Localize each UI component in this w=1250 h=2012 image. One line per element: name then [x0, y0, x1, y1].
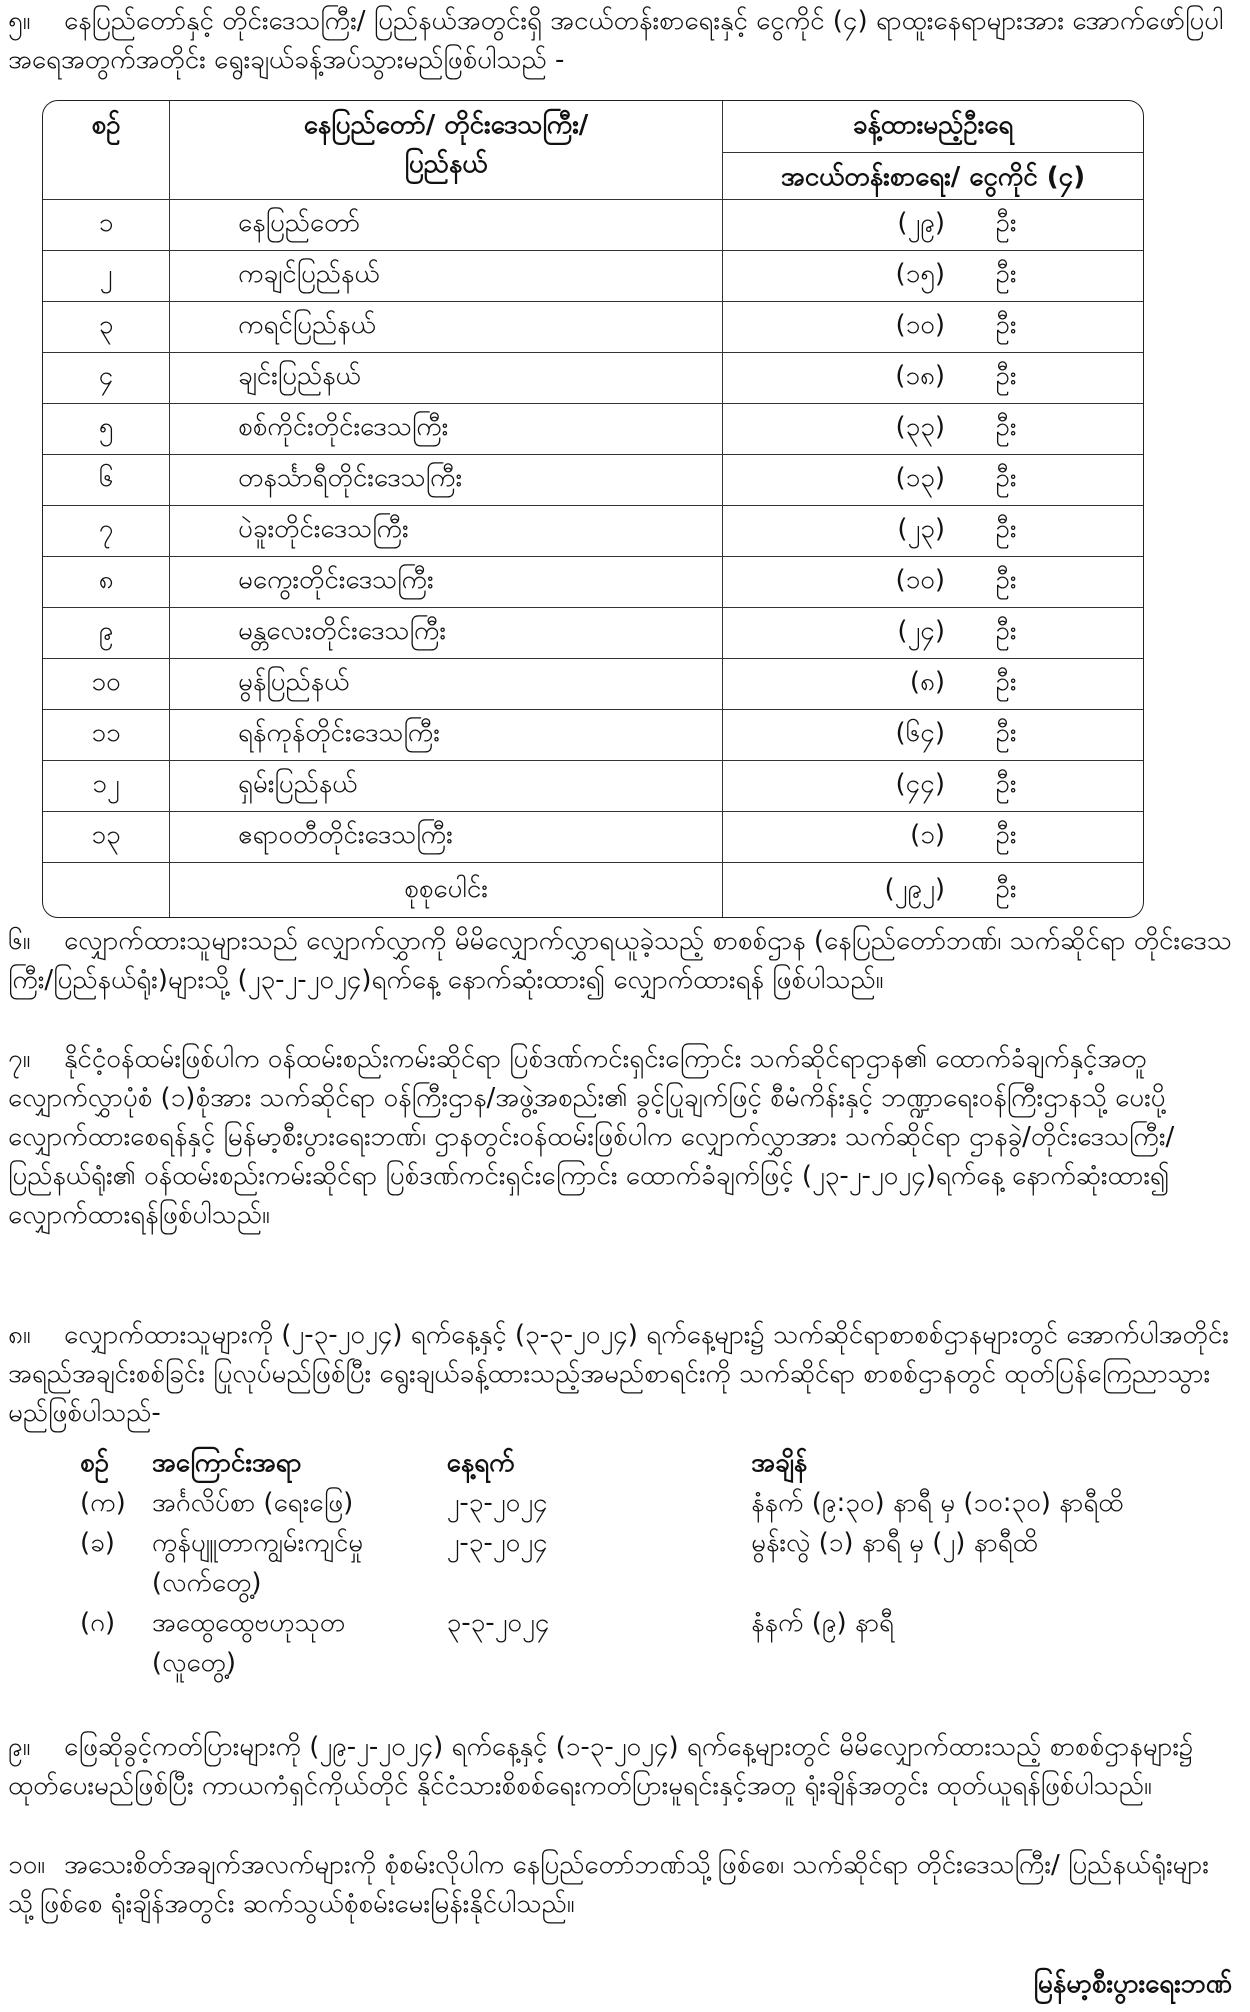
- paragraph-number: ၆။: [8, 926, 31, 956]
- row-region: ကချင်ပြည်နယ်: [170, 250, 723, 301]
- row-no: ၁၀: [43, 658, 170, 709]
- row-count: (၃၃): [895, 412, 945, 443]
- row-region: နေပြည်တော်: [170, 199, 723, 250]
- row-unit: ဦး: [995, 361, 1017, 392]
- row-count-cell: [723, 505, 1144, 556]
- row-count: (၂၄): [897, 616, 945, 647]
- row-count-cell: [723, 709, 1144, 760]
- row-no: ၁၃: [43, 811, 170, 862]
- schedule-subject-line2: (လူတွေ့): [151, 1648, 237, 1678]
- total-row: [43, 863, 1143, 918]
- paragraph-number: ၇။: [8, 1044, 31, 1074]
- schedule-header-subject: အကြောင်းအရာ: [151, 1448, 302, 1478]
- row-no: ၇: [43, 505, 170, 556]
- row-unit: ဦး: [995, 616, 1017, 647]
- row-region: စစ်ကိုင်းတိုင်းဒေသကြီး: [170, 403, 723, 454]
- row-region: ချင်းပြည်နယ်: [170, 352, 723, 403]
- row-no: ၃: [43, 301, 170, 352]
- table-row: [43, 454, 1143, 505]
- row-count: (၁): [910, 820, 945, 851]
- paragraph-text: နေပြည်တော်နှင့် တိုင်းဒေသကြီး/ ပြည်နယ်အတွင်းရှိ အငယ်တန်းစာရေးနှင့် ငွေကိုင် (၄) ရာထူးနေရာများအား အောက်ဖော်ပြပါ အရေအတွက်အတိုင်း ရွေးချယ်ခန့်အပ်သွားမည်ဖြစ်ပါသည် -: [8, 6, 1224, 75]
- row-count: (၈): [909, 667, 945, 698]
- paragraph-number: ၁၀။: [8, 1850, 46, 1880]
- paragraph-text: ဖြေဆိုခွင့်ကတ်ပြားများကို (၂၉-၂-၂၀၂၄) ရက်နေ့နှင့် (၁-၃-၂၀၂၄) ရက်နေ့များတွင် မိမိလျှောက်ထားသည့် စာစစ်ဌာနများ၌ ထုတ်ပေးမည်ဖြစ်ပြီး ကာယကံရှင်ကိုယ်တိုင် နိုင်ငံသားစိစစ်ရေးကတ်ပြားမူရင်းနှင့်အတူ ရုံးချိန်အတွင်း ထုတ်ယူရန်ဖြစ်ပါသည်။: [8, 1732, 1194, 1801]
- table-row: [43, 658, 1143, 709]
- row-count-cell: [723, 556, 1144, 607]
- row-count: (၁၈): [895, 361, 945, 392]
- schedule-subject-line2: (လက်တွေ့): [151, 1568, 262, 1598]
- header-region: [170, 101, 723, 199]
- schedule-subject: [152, 1603, 447, 1683]
- row-unit: ဦး: [995, 667, 1017, 698]
- schedule-row: [80, 1603, 1250, 1683]
- row-region: တနင်္သာရီတိုင်းဒေသကြီး: [170, 454, 723, 505]
- table-row: [43, 403, 1143, 454]
- table-row: [43, 760, 1143, 811]
- allocation-table: [42, 100, 1144, 918]
- table-row: [43, 556, 1143, 607]
- exam-schedule: [80, 1443, 1250, 1683]
- schedule-date: ၂-၃-၂၀၂၄: [446, 1528, 548, 1558]
- row-no: ၄: [43, 352, 170, 403]
- schedule-no: (ခ): [80, 1528, 115, 1558]
- row-region: ရှမ်းပြည်နယ်: [170, 760, 723, 811]
- schedule-time: နံနက် (၉:၃၀) နာရီ မှ (၁၀:၃၀) နာရီထိ: [751, 1488, 1124, 1518]
- schedule-subject: [152, 1483, 447, 1523]
- paragraph-text: အသေးစိတ်အချက်အလက်များကို စုံစမ်းလိုပါက နေပြည်တော်ဘဏ်သို့ဖြစ်စေ၊ သက်ဆိုင်ရာ တိုင်းဒေသကြီး/ ပြည်နယ်ရုံးများသို့ဖြစ်စေ ရုံးချိန်အတွင်း ဆက်သွယ်စုံစမ်းမေးမြန်းနိုင်ပါသည်။: [8, 1850, 1209, 1919]
- paragraph-7: [8, 1040, 1240, 1235]
- row-region: မွန်ပြည်နယ်: [170, 658, 723, 709]
- schedule-date: ၂-၃-၂၀၂၄: [446, 1488, 548, 1518]
- row-count: (၂၉): [897, 208, 945, 239]
- row-count: (၂၃): [897, 514, 945, 545]
- row-count-cell: [723, 250, 1144, 301]
- schedule-date: ၃-၃-၂၀၂၄: [446, 1608, 550, 1638]
- row-count-cell: [723, 301, 1144, 352]
- row-unit: ဦး: [995, 208, 1017, 239]
- paragraph-number: ၅။: [8, 6, 31, 36]
- row-unit: ဦး: [995, 565, 1017, 596]
- row-count-cell: [723, 658, 1144, 709]
- paragraph-number: ၈။: [8, 1320, 31, 1350]
- row-count-cell: [723, 811, 1144, 862]
- row-unit: ဦး: [995, 718, 1017, 749]
- paragraph-10: [8, 1846, 1240, 1924]
- row-unit: ဦး: [995, 769, 1017, 800]
- header-region-line1: နေပြည်တော်/ တိုင်းဒေသကြီး/: [303, 110, 589, 140]
- table-row: [43, 250, 1143, 301]
- table-row: [43, 607, 1143, 658]
- row-region: မန္တလေးတိုင်းဒေသကြီး: [170, 607, 723, 658]
- total-count: (၂၉၂): [884, 873, 945, 904]
- row-count: (၁၀): [895, 565, 945, 596]
- row-no: ၆: [43, 454, 170, 505]
- row-unit: ဦး: [995, 463, 1017, 494]
- row-unit: ဦး: [995, 820, 1017, 851]
- paragraph-6: [8, 922, 1240, 1000]
- schedule-time: နံနက် (၉) နာရီ: [751, 1608, 894, 1638]
- row-count: (၁၅): [895, 259, 945, 290]
- row-count: (၄၄): [895, 769, 945, 800]
- row-count: (၆၄): [895, 718, 945, 749]
- table-row: [43, 352, 1143, 403]
- row-unit: ဦး: [995, 310, 1017, 341]
- paragraph-text: လျှောက်ထားသူများသည် လျှောက်လွှာကို မိမိလျှောက်လွှာရယူခဲ့သည့် စာစစ်ဌာန (နေပြည်တော်ဘဏ်၊ သက်ဆိုင်ရာ တိုင်းဒေသကြီး/ပြည်နယ်ရုံး)များသို့ (၂၃-၂-၂၀၂၄)ရက်နေ့ နောက်ဆုံးထား၍ လျှောက်ထားရန် ဖြစ်ပါသည်။: [8, 926, 1232, 995]
- schedule-header-time: အချိန်: [751, 1448, 808, 1478]
- schedule-row: [80, 1483, 1250, 1523]
- schedule-header: [80, 1443, 1250, 1483]
- schedule-subject-line1: ကွန်ပျူတာကျွမ်းကျင်မှု: [151, 1528, 364, 1558]
- row-count: (၁၃): [895, 463, 945, 494]
- schedule-time: မွန်းလွဲ (၁) နာရီ မှ (၂) နာရီထိ: [751, 1528, 1038, 1558]
- schedule-header-date: နေ့ရက်: [446, 1448, 515, 1478]
- paragraph-text: လျှောက်ထားသူများကို (၂-၃-၂၀၂၄) ရက်နေ့နှင့် (၃-၃-၂၀၂၄) ရက်နေ့များ၌ သက်ဆိုင်ရာစာစစ်ဌာနများတွင် အောက်ပါအတိုင်း အရည်အချင်းစစ်ခြင်း ပြုလုပ်မည်ဖြစ်ပြီး ရွေးချယ်ခန့်ထားသည့်အမည်စာရင်းကို သက်ဆိုင်ရာ စာစစ်ဌာနတွင် ထုတ်ပြန်ကြေညာသွားမည်ဖြစ်ပါသည်-: [8, 1320, 1229, 1428]
- row-unit: ဦး: [995, 514, 1017, 545]
- table-row: [43, 199, 1143, 250]
- row-unit: ဦး: [995, 412, 1017, 443]
- table-row: [43, 709, 1143, 760]
- row-count-cell: [723, 352, 1144, 403]
- header-count-line1: ခန့်ထားမည့်ဦးရေ: [852, 110, 1014, 140]
- row-no: ၅: [43, 403, 170, 454]
- schedule-no: (ဂ): [80, 1608, 116, 1638]
- row-no: ၉: [43, 607, 170, 658]
- schedule-subject: [152, 1523, 447, 1603]
- row-no: ၁: [43, 199, 170, 250]
- schedule-subject-line1: အထွေထွေဗဟုသုတ: [151, 1608, 346, 1638]
- row-no: ၂: [43, 250, 170, 301]
- row-count-cell: [723, 199, 1144, 250]
- header-no: စဉ်: [43, 101, 170, 199]
- paragraph-5: [8, 2, 1240, 80]
- row-region: ကရင်ပြည်နယ်: [170, 301, 723, 352]
- schedule-subject-line1: အင်္ဂလိပ်စာ (ရေးဖြေ): [151, 1488, 354, 1518]
- paragraph-9: [8, 1728, 1240, 1806]
- table-row: [43, 811, 1143, 862]
- paragraph-text: နိုင်ငံ့ဝန်ထမ်းဖြစ်ပါက ဝန်ထမ်းစည်းကမ်းဆိုင်ရာ ပြစ်ဒဏ်ကင်းရှင်းကြောင်း သက်ဆိုင်ရာဌာန၏ ထောက်ခံချက်နှင့်အတူ လျှောက်လွှာပုံစံ (၁)စုံအား သက်ဆိုင်ရာ ဝန်ကြီးဌာန/အဖွဲ့အစည်း၏ ခွင့်ပြုချက်ဖြင့် စီမံကိန်းနှင့် ဘဏ္ဍာရေးဝန်ကြီးဌာနသို့ ပေးပို့လျှောက်ထားစေရန်နှင့် မြန်မာ့စီးပွားရေးဘဏ်၊ ဌာနတွင်းဝန်ထမ်းဖြစ်ပါက လျှောက်လွှာအား သက်ဆိုင်ရာ ဌာနခွဲ/တိုင်းဒေသကြီး/ပြည်နယ်ရုံး၏ ဝန်ထမ်းစည်းကမ်းဆိုင်ရာ ပြစ်ဒဏ်ကင်းရှင်းကြောင်း ထောက်ခံချက်ဖြင့် (၂၃-၂-၂၀၂၄)ရက်နေ့ နောက်ဆုံးထား၍ လျှောက်ထားရန်ဖြစ်ပါသည်။: [8, 1044, 1175, 1230]
- schedule-row: [80, 1523, 1250, 1603]
- signature: မြန်မာ့စီးပွားရေးဘဏ်: [1033, 1969, 1232, 1999]
- table-row: [43, 505, 1143, 556]
- row-no: ၈: [43, 556, 170, 607]
- row-region: ဧရာဝတီတိုင်းဒေသကြီး: [170, 811, 723, 862]
- row-count-cell: [723, 454, 1144, 505]
- header-count-line2: အငယ်တန်းစာရေး/ ငွေကိုင် (၄): [723, 152, 1143, 198]
- row-count-cell: [723, 760, 1144, 811]
- schedule-header-no: စဉ်: [80, 1448, 110, 1478]
- row-count-cell: [723, 403, 1144, 454]
- row-region: ပဲခူးတိုင်းဒေသကြီး: [170, 505, 723, 556]
- row-region: မကွေးတိုင်းဒေသကြီး: [170, 556, 723, 607]
- total-unit: ဦး: [995, 873, 1017, 904]
- row-count: (၁၀): [895, 310, 945, 341]
- row-no: ၁၂: [43, 760, 170, 811]
- row-no: ၁၁: [43, 709, 170, 760]
- total-label: စုစုပေါင်း: [170, 863, 723, 918]
- table-row: [43, 301, 1143, 352]
- row-count-cell: [723, 607, 1144, 658]
- paragraph-number: ၉။: [8, 1732, 31, 1762]
- row-unit: ဦး: [995, 259, 1017, 290]
- schedule-no: (က): [80, 1488, 126, 1518]
- header-count: [723, 101, 1144, 199]
- paragraph-8: [8, 1316, 1240, 1433]
- header-region-line2: ပြည်နယ်: [404, 149, 488, 179]
- row-region: ရန်ကုန်တိုင်းဒေသကြီး: [170, 709, 723, 760]
